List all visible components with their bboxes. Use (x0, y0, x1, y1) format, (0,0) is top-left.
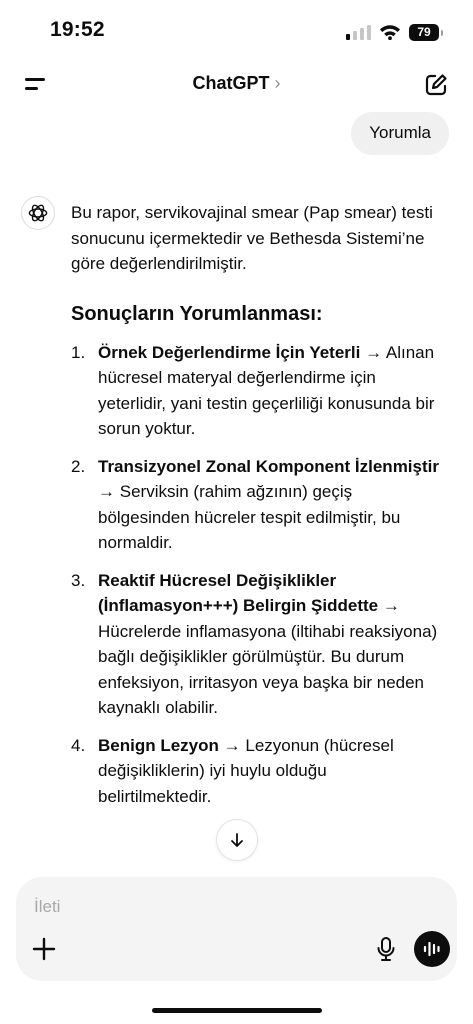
status-bar (0, 0, 473, 62)
assistant-avatar (21, 196, 55, 230)
voice-mode-icon (422, 939, 442, 959)
new-chat-icon (419, 68, 453, 102)
result-number: 4. (71, 735, 86, 755)
home-indicator (152, 1008, 322, 1013)
result-number: 2. (71, 456, 86, 476)
result-number: 1. (71, 342, 86, 362)
result-arrow: → (98, 482, 120, 501)
result-text: Hücrelerde inflamasyona (iltihabi reaksiyona) bağlı değişiklikler görülmüştür. Bu durum enfeksiyon, irritasyon veya başka bir neden kaynaklı olabilir. (98, 621, 438, 717)
voice-mode-button[interactable] (414, 931, 450, 967)
cellular-signal-icon (346, 24, 371, 40)
result-title: Reaktif Hücresel Değişiklikler (İnflamasyon+++) Belirgin Şiddette (98, 570, 379, 615)
battery-percent: 79 (417, 25, 431, 39)
assistant-intro: Bu rapor, servikovajinal smear (Pap smear) testi sonucunu içermektedir ve Bethesda Sistemi’ne göre değerlendirilmiştir. (71, 203, 433, 273)
nav-bar (0, 62, 473, 108)
openai-logo-icon (26, 201, 50, 225)
result-item-1 (71, 340, 441, 442)
result-item-4 (71, 733, 441, 810)
result-text: Alınan hücresel materyal değerlendirme için yeterlidir, yani testin geçerliliği konusunda bir sorun yoktur. (98, 342, 435, 438)
section-heading: Sonuçların Yorumlanması: (71, 302, 323, 325)
dictation-button[interactable] (372, 933, 400, 965)
new-chat-button[interactable] (419, 68, 453, 102)
wifi-icon (379, 24, 401, 40)
plus-icon (28, 933, 60, 965)
status-time: 19:52 (50, 18, 105, 41)
model-selector[interactable] (0, 73, 473, 94)
user-message-text: Yorumla (369, 123, 431, 142)
status-icons (346, 22, 439, 42)
result-item-2 (71, 454, 441, 556)
result-title: Benign Lezyon (98, 735, 219, 755)
attach-button[interactable] (28, 933, 60, 965)
assistant-message (71, 200, 441, 821)
result-number: 3. (71, 570, 86, 590)
microphone-icon (372, 933, 400, 965)
results-list (71, 340, 441, 810)
result-text: Serviksin (rahim ağzının) geçiş bölgesinden hücreler tespit edilmiştir, bu normaldir. (98, 482, 401, 552)
composer (16, 877, 457, 981)
result-title: Örnek Değerlendirme İçin Yeterli (98, 342, 361, 362)
result-arrow: → (378, 596, 400, 615)
scroll-down-button[interactable] (216, 819, 258, 861)
result-item-3 (71, 568, 441, 721)
result-arrow: → (360, 342, 386, 362)
arrow-down-icon (228, 831, 246, 849)
chevron-right-icon: › (274, 73, 281, 93)
battery-icon (409, 24, 439, 41)
nav-title: ChatGPT (192, 73, 270, 93)
result-title: Transizyonel Zonal Komponent İzlenmiştir (98, 456, 439, 476)
user-message-bubble (351, 112, 449, 155)
message-input[interactable] (32, 893, 416, 921)
result-arrow: → (218, 735, 246, 755)
result-text: Lezyonun (hücresel değişikliklerin) iyi huylu olduğu belirtilmektedir. (98, 735, 394, 806)
